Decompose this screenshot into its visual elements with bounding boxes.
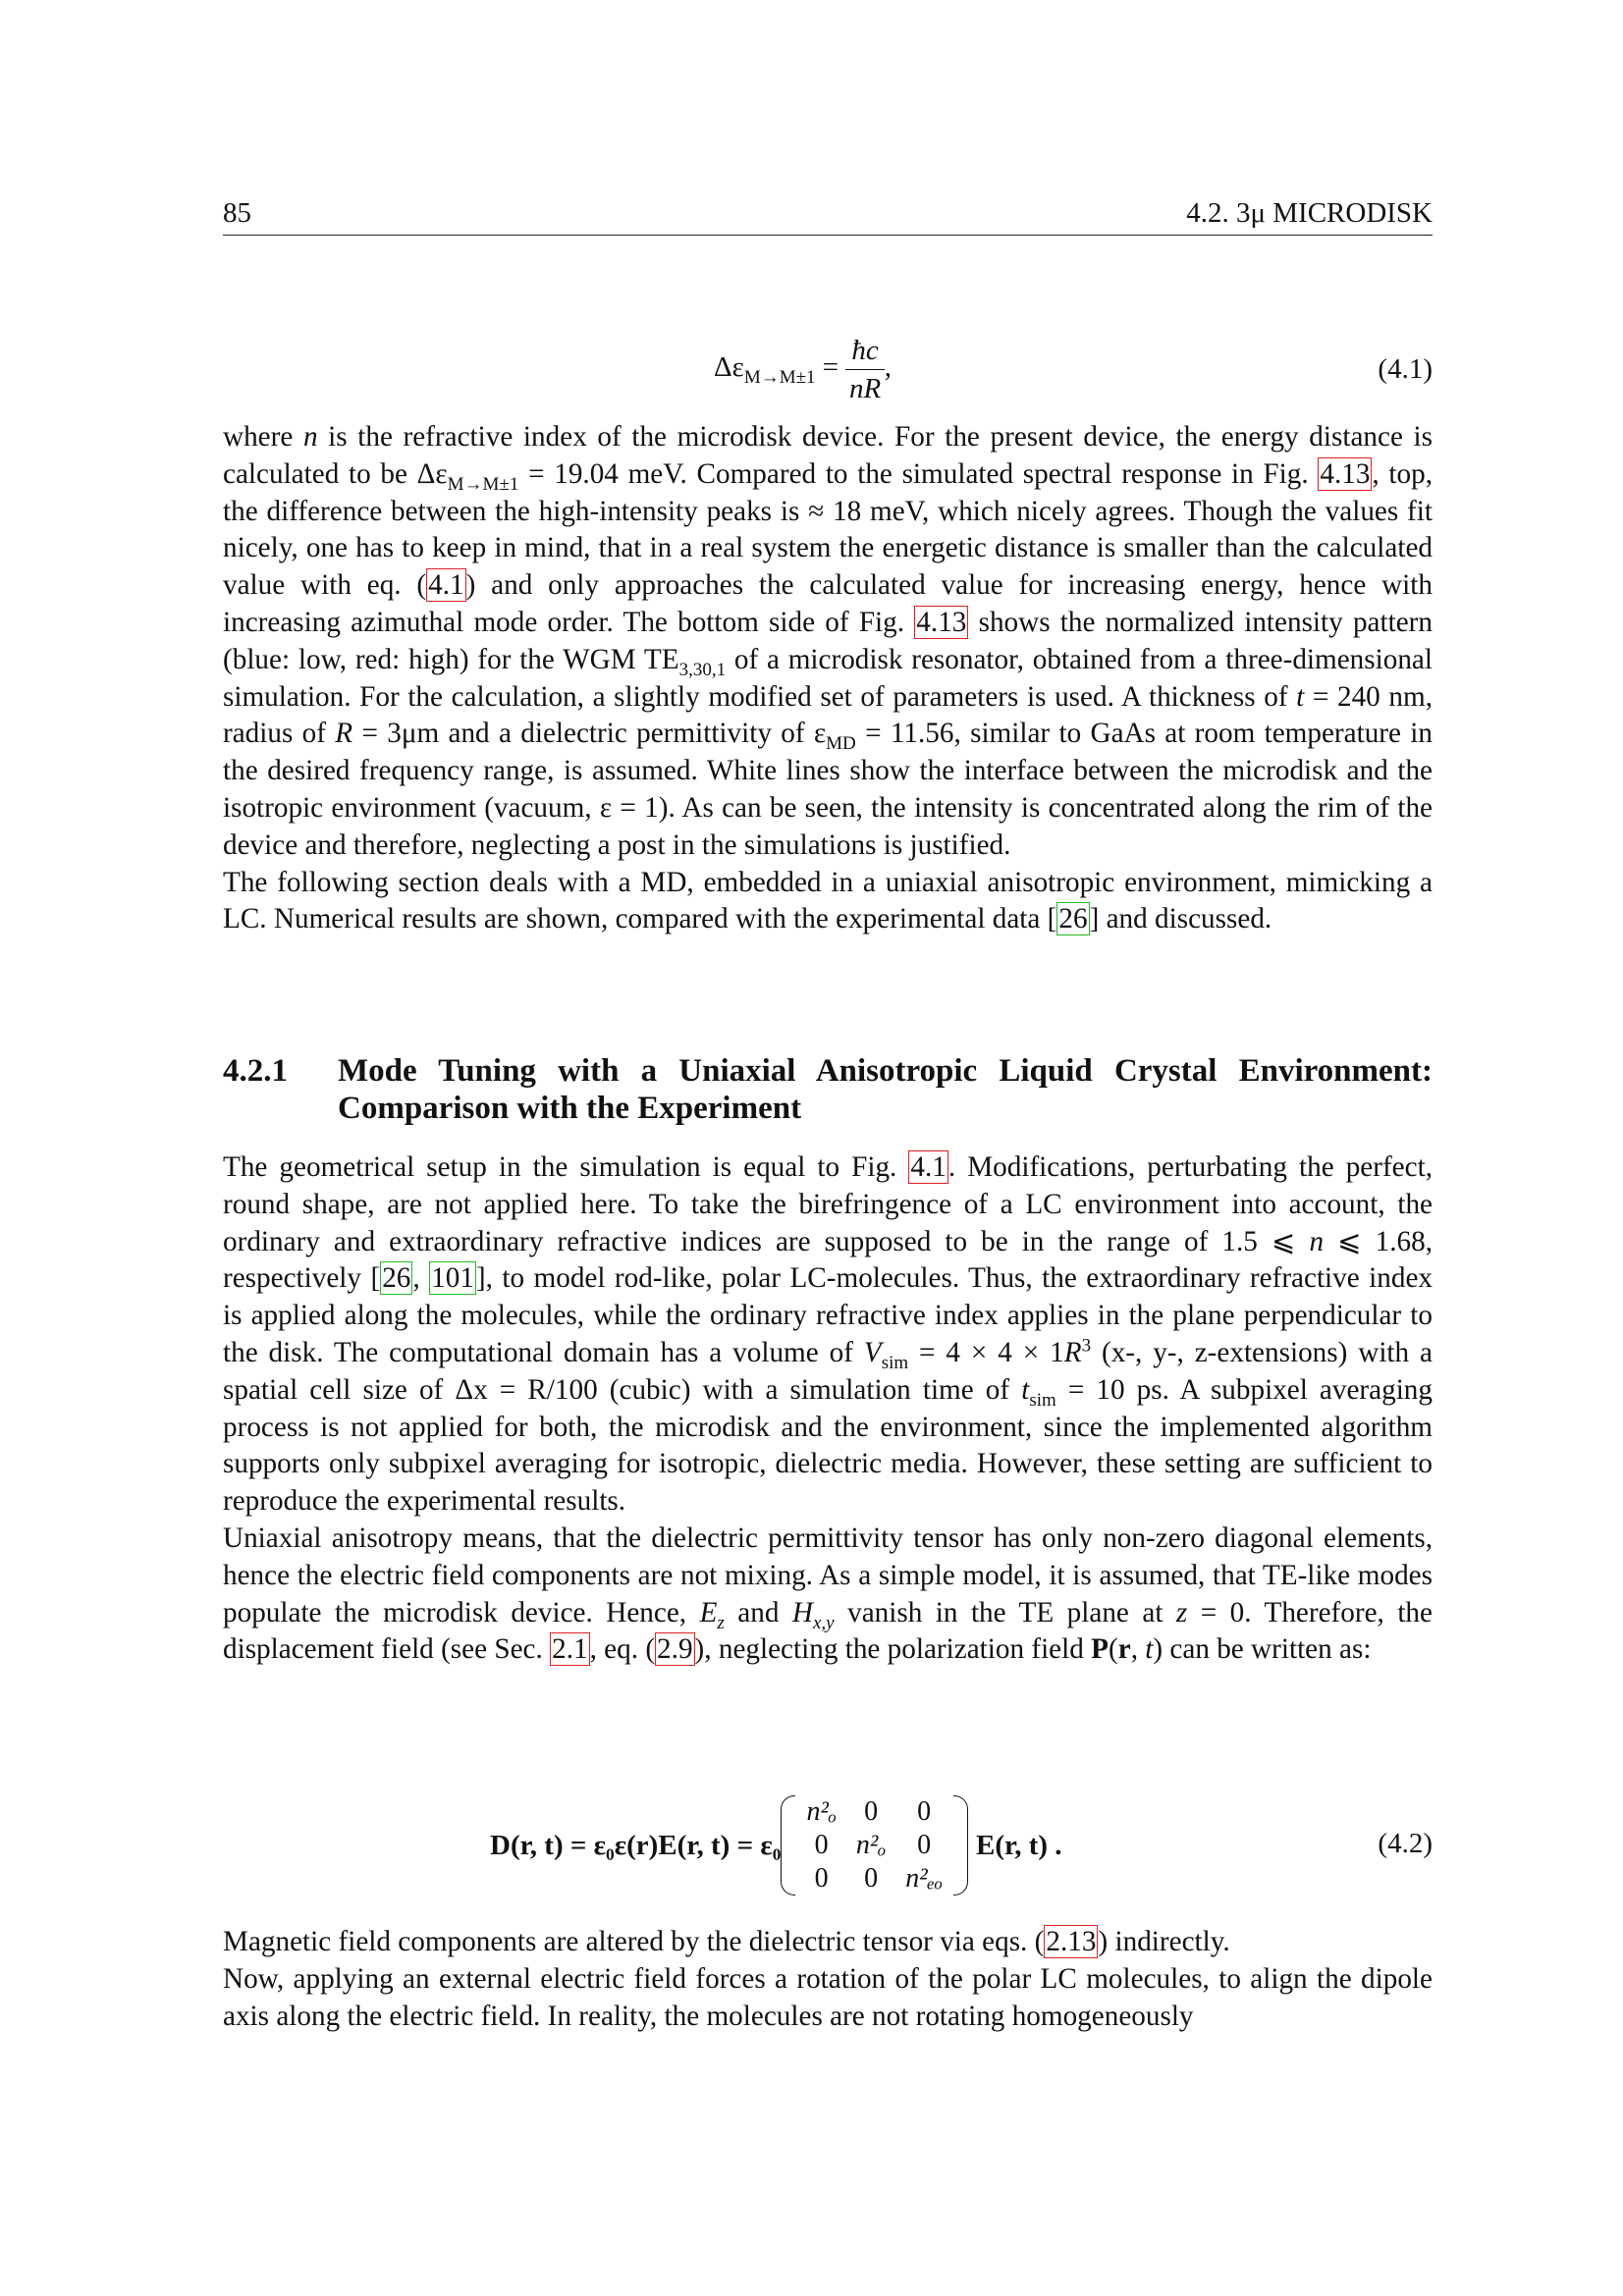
eq41-lhs: Δε [714, 351, 744, 384]
main-text-3 [223, 1924, 1433, 2035]
figure-ref-link[interactable]: 4.13 [1320, 457, 1371, 490]
figure-ref-link[interactable]: 4.13 [916, 606, 967, 638]
paragraph-1: where n is the refractive index of the microdisk device. For the present device, the energy distance is calculated to be $\Delta\varepsilon_{M\to M\pm 1} = 19.04$ meV. Compared to the simulated spectral response in Fig. 4.13, top, the difference between the high-intensity peaks is ≈ 18 meV, which nicely agrees. Though the values fit nicely, one has to keep in mind, that in a real system the energetic distance is smaller than the calculated value with eq. (4.1) and only approaches the calculated value for increasing energy, hence with increasing azimuthal mode order. The bottom side of Fig. 4.13 shows the normalized intensity pattern (blue: low, red: high) for the WGM $TE_{3,30,1}$ of a microdisk resonator, obtained from a three-dimensional simulation. For the calculation, a slightly modified set of parameters is used. A thickness of t = 240 nm, radius of R = 3μm and a dielectric permittivity of $\varepsilon_{MD} = 11.56$, similar to GaAs at room temperature in the desired frequency range, is assumed. White lines show the interface between the microdisk and the isotropic environment (vacuum, ε = 1). As can be seen, the intensity is concentrated along the rim of the device and therefore, neglecting a post in the simulations is justified. [223, 421, 1434, 861]
eq41-number: (4.1) [1378, 353, 1433, 385]
subsection-heading [223, 1052, 1433, 1127]
main-text-1 [223, 419, 1433, 938]
paragraph-2: The following section deals with a MD, embedded in a uniaxial anisotropic environment, mimicking a LC. Numerical results are shown, compared with the experimental data [26] and discussed. [223, 866, 1433, 935]
equation-4-1: $\Delta\varepsilon_{M\to M\pm 1}$ = $\frac{ħc}{nR}$ , (4.1) [223, 332, 1433, 414]
eq42-number: (4.2) [1378, 1828, 1433, 1859]
page [223, 0, 1433, 2296]
section-ref-link[interactable]: 2.1 [552, 1633, 588, 1666]
paragraph-5: Magnetic field components are altered by the dielectric tensor via eqs. (2.13) indirectly. [223, 1926, 1230, 1957]
paragraph-6: Now, applying an external electric field forces a rotation of the polar LC molecules, to align the dipole axis along the electric field. In reality, the molecules are not rotating homogeneously [223, 1962, 1433, 2032]
page-number: 85 [223, 197, 251, 229]
subsection-number: 4.2.1 [223, 1053, 288, 1089]
paragraph-4: Uniaxial anisotropy means, that the dielectric permittivity tensor has only non-zero diagonal elements, hence the electric field components are not mixing. As a simple model, it is assumed, that TE-like modes populate the microdisk device. Hence, $E_z$ and $H_{x,y}$ vanish in the TE plane at z = 0. Therefore, the displacement field (see Sec. 2.1, eq. (2.9), neglecting the polarization field P(r, t) can be written as: [223, 1522, 1433, 1666]
permittivity-matrix: n²ₒ 0 0 0 n²ₒ 0 0 0 n²ₑₒ [781, 1795, 968, 1896]
main-text-2 [223, 1149, 1433, 1669]
subsection-title: Mode Tuning with a Uniaxial Anisotropic Liquid Crystal Environment: Comparison with the Experiment [338, 1053, 1433, 1126]
citation-link[interactable]: 101 [431, 1262, 474, 1295]
equation-ref-link[interactable]: 2.9 [657, 1633, 693, 1666]
citation-link[interactable]: 26 [382, 1262, 411, 1295]
eq41-lhs-sub: M→M±1 [743, 366, 816, 388]
eq41-denominator: nR [848, 373, 882, 404]
equation-4-2 [223, 1787, 1433, 1904]
eq41-fraction [845, 332, 884, 407]
eq42-lhs: D(r, t) = ε₀ε(r)E(r, t) = ε₀ [490, 1829, 782, 1861]
equation-ref-link[interactable]: 2.13 [1046, 1926, 1097, 1957]
eq41-numerator: ħc [851, 335, 879, 366]
paragraph-3: The geometrical setup in the simulation is equal to Fig. 4.1. Modifications, perturbating the perfect, round shape, are not applied here. To take the birefringence of a LC environment into account, the ordinary and extraordinary refractive indices are supposed to be in the range of 1.5 ⩽ n ⩽ 1.68, respectively [26, 101], to model rod-like, polar LC-molecules. Thus, the extraordinary refractive index is applied along the molecules, while the ordinary refractive index applies in the plane perpendicular to the disk. The computational domain has a volume of $V_{sim} = 4 \times 4 \times 1R^3$ (x-, y-, z-extensions) with a spatial cell size of Δx = R/100 (cubic) with a simulation time of $t_{sim} = 10$ ps. A subpixel averaging process is not applied for both, the microdisk and the environment, since the implemented algorithm supports only subpixel averaging for isotropic, dielectric media. However, these setting are sufficient to reproduce the experimental results. [223, 1151, 1434, 1518]
section-title: 4.2. 3μ MICRODISK [1186, 197, 1433, 229]
running-header [223, 193, 1433, 236]
citation-link[interactable]: 26 [1058, 903, 1088, 935]
figure-ref-link[interactable]: 4.1 [910, 1151, 947, 1183]
equation-ref-link[interactable]: 4.1 [428, 569, 464, 602]
eq42-rhs: E(r, t) . [976, 1829, 1062, 1861]
